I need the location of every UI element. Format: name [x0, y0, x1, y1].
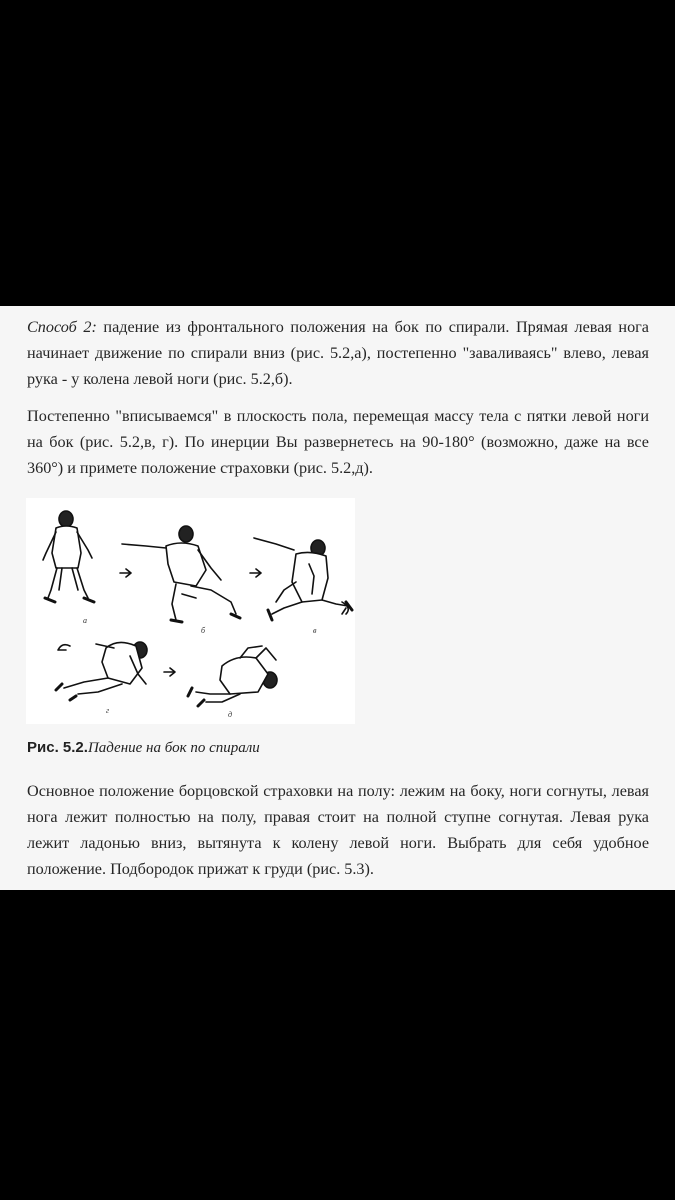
figure-g-rolling-man: [56, 642, 147, 700]
figure-label-g: г: [106, 706, 110, 715]
document-page: [0, 306, 675, 890]
figure-a-standing-man: [43, 511, 94, 602]
paragraph-2: Постепенно "вписываемся" в плоскость пола, перемещая массу тела с пятки левой ноги на бок (рис. 5.2,в, г). По инерции Вы развернетесь на 90-180° (возможно, даже на все 360°) и примете положение страховки (рис. 5.2,д).: [27, 407, 649, 477]
paragraph-1-text: падение из фронтального положения на бок по спирали. Прямая левая нога начинает движение по спирали вниз (рис. 5.2,а), постепенно "заваливаясь" влево, левая рука - у колена левой ноги (рис. 5.2,б).: [27, 318, 649, 388]
arrow-1-icon: [120, 569, 131, 577]
figure-5-2-illustration: [26, 498, 355, 724]
figure-b-lowering-man: [122, 526, 240, 622]
figure-caption-number: Рис. 5.2.: [27, 739, 88, 756]
figure-label-a: а: [83, 616, 87, 625]
arrow-2-icon: [250, 569, 261, 577]
figure-v-sitting-man: [254, 538, 352, 620]
figure-label-b: б: [201, 626, 206, 635]
figure-label-d: д: [228, 710, 233, 719]
arrow-3-icon: [164, 668, 175, 676]
falling-sequence-drawing: [26, 498, 355, 724]
curved-arrow-left-icon: [58, 645, 70, 650]
figure-caption: [27, 739, 260, 757]
figure-label-v: в: [313, 626, 317, 635]
paragraph-3: Основное положение борцовской страховки на полу: лежим на боку, ноги согнуты, левая нога лежит полностью на полу, правая стоит на полной ступне согнутая. Левая рука лежит ладонью вниз, вытянута к колену левой ноги. Выбрать для себя удобное положение. Подбородок прижат к груди (рис. 5.3).: [27, 782, 649, 878]
figure-d-safety-position-man: [188, 646, 277, 706]
paragraph-1: [27, 314, 649, 392]
paragraph-1-intro: Способ 2:: [27, 318, 97, 336]
figure-caption-text: Падение на бок по спирали: [87, 740, 260, 756]
